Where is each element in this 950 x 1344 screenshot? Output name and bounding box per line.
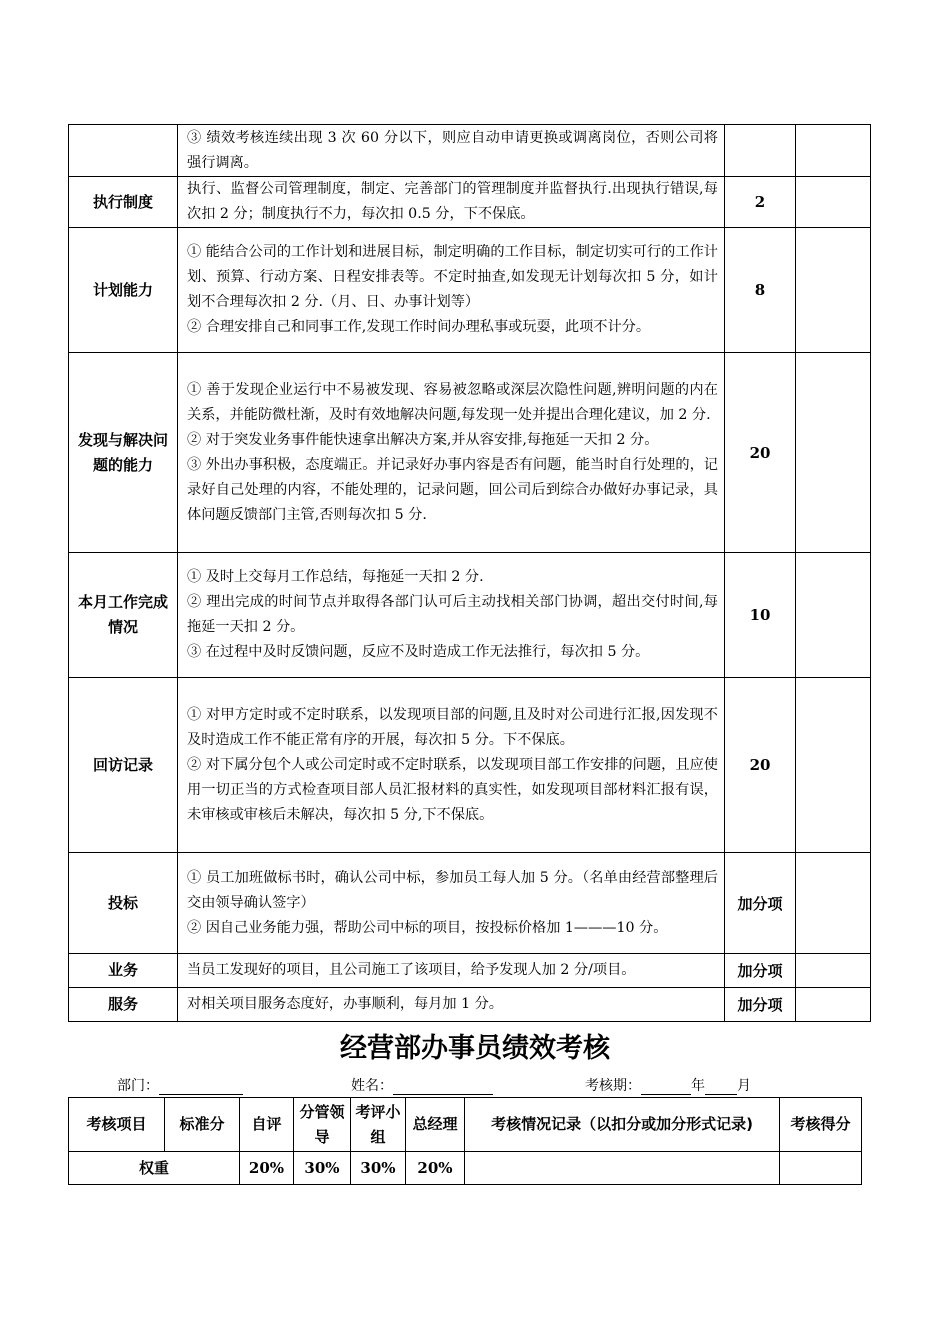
- criteria-category: 发现与解决问题的能力: [69, 353, 178, 553]
- header-standard: 标准分: [165, 1098, 240, 1152]
- criteria-description: [178, 853, 725, 954]
- header-item: 考核项目: [69, 1098, 165, 1152]
- score-summary-table: [68, 1097, 862, 1185]
- year-label: 年: [691, 1078, 705, 1094]
- weight-row: [69, 1152, 862, 1185]
- criteria-category: [69, 125, 178, 177]
- header-record: 考核情况记录（以扣分或加分形式记录): [465, 1098, 780, 1152]
- criteria-description: [178, 988, 725, 1022]
- criteria-line: ② 理出完成的时间节点并取得各部门认可后主动找相关部门协调，超出交付时间,每拖延一天扣 2 分。: [187, 594, 718, 635]
- criteria-row: [69, 353, 871, 553]
- criteria-line: ② 合理安排自己和同事工作,发现工作时间办理私事或玩耍，此项不计分。: [187, 319, 651, 335]
- criteria-result-cell[interactable]: [796, 553, 871, 678]
- criteria-category: 回访记录: [69, 678, 178, 853]
- criteria-line: ③ 绩效考核连续出现 3 次 60 分以下，则应自动申请更换或调离岗位，否则公司将强行调离。: [187, 129, 718, 171]
- month-blank[interactable]: [705, 1079, 737, 1095]
- criteria-line: ③ 在过程中及时反馈问题，反应不及时造成工作无法推行，每次扣 5 分。: [187, 644, 650, 660]
- criteria-category: 执行制度: [69, 177, 178, 228]
- criteria-score: 加分项: [725, 954, 796, 988]
- criteria-score: [725, 125, 796, 177]
- criteria-row: [69, 553, 871, 678]
- criteria-description: [178, 678, 725, 853]
- department-field: [117, 1075, 243, 1095]
- header-leader: 分管领导: [294, 1098, 351, 1152]
- name-blank[interactable]: [393, 1079, 493, 1095]
- criteria-line: ① 员工加班做标书时，确认公司中标，参加员工每人加 5 分。（名单由经营部整理后交由领导确认签字）: [187, 869, 718, 911]
- header-group: 考评小组: [351, 1098, 406, 1152]
- criteria-category: 计划能力: [69, 228, 178, 353]
- criteria-line: 对相关项目服务态度好，办事顺利，每月加 1 分。: [187, 996, 503, 1012]
- criteria-row: [69, 853, 871, 954]
- header-final: 考核得分: [780, 1098, 862, 1152]
- criteria-line: ② 因自己业务能力强，帮助公司中标的项目，按投标价格加 1———10 分。: [187, 919, 668, 936]
- header-manager: 总经理: [406, 1098, 465, 1152]
- criteria-score: 20: [725, 353, 796, 553]
- criteria-line: ① 善于发现企业运行中不易被发现、容易被忽略或深层次隐性问题,辨明问题的内在关系，并能防微杜渐，及时有效地解决问题,每发现一处并提出合理化建议，加 2 分.: [187, 381, 718, 423]
- criteria-line: ① 及时上交每月工作总结，每拖延一天扣 2 分.: [187, 569, 484, 585]
- year-blank[interactable]: [641, 1079, 691, 1095]
- criteria-row: [69, 125, 871, 177]
- page-title: 经营部办事员绩效考核: [340, 1033, 610, 1064]
- criteria-score: 8: [725, 228, 796, 353]
- criteria-category: 服务: [69, 988, 178, 1022]
- weight-final-cell[interactable]: [780, 1152, 862, 1185]
- criteria-category: 本月工作完成情况: [69, 553, 178, 678]
- criteria-score: 加分项: [725, 988, 796, 1022]
- criteria-result-cell[interactable]: [796, 853, 871, 954]
- criteria-score: 加分项: [725, 853, 796, 954]
- criteria-result-cell[interactable]: [796, 988, 871, 1022]
- criteria-category: 业务: [69, 954, 178, 988]
- criteria-line: 当员工发现好的项目，且公司施工了该项目，给予发现人加 2 分/项目。: [187, 962, 636, 978]
- criteria-score: 20: [725, 678, 796, 853]
- criteria-description: [178, 553, 725, 678]
- criteria-row: [69, 988, 871, 1022]
- criteria-result-cell[interactable]: [796, 678, 871, 853]
- criteria-description: [178, 125, 725, 177]
- criteria-result-cell[interactable]: [796, 228, 871, 353]
- criteria-score: 2: [725, 177, 796, 228]
- criteria-description: [178, 228, 725, 353]
- period-field: [585, 1075, 751, 1095]
- department-label: 部门：: [117, 1078, 159, 1094]
- criteria-row: [69, 954, 871, 988]
- criteria-line: ③ 外出办事积极，态度端正。并记录好办事内容是否有问题，能当时自行处理的，记录好自己处理的内容，不能处理的，记录问题，回公司后到综合办做好办事记录，具体问题反馈部门主管,否则每次扣 5 分.: [187, 456, 718, 523]
- month-label: 月: [737, 1078, 751, 1094]
- weight-record-cell[interactable]: [465, 1152, 780, 1185]
- weight-leader: 30%: [294, 1152, 351, 1185]
- department-blank[interactable]: [159, 1079, 243, 1095]
- criteria-category: 投标: [69, 853, 178, 954]
- criteria-line: 执行、监督公司管理制度，制定、完善部门的管理制度并监督执行.出现执行错误,每次扣 2 分；制度执行不力，每次扣 0.5 分，下不保底。: [187, 181, 718, 222]
- criteria-line: ① 能结合公司的工作计划和进展目标，制定明确的工作目标，制定切实可行的工作计划、预算、行动方案、日程安排表等。不定时抽查,如发现无计划每次扣 5 分，如计划不合理每次扣 2 分.（月、日、办事计划等）: [187, 244, 718, 310]
- header-row: [69, 1098, 862, 1152]
- header-self: 自评: [240, 1098, 294, 1152]
- criteria-result-cell[interactable]: [796, 353, 871, 553]
- weight-manager: 20%: [406, 1152, 465, 1185]
- weight-group: 30%: [351, 1152, 406, 1185]
- name-label: 姓名：: [351, 1078, 393, 1094]
- criteria-description: [178, 954, 725, 988]
- criteria-line: ② 对于突发业务事件能快速拿出解决方案,并从容安排,每拖延一天扣 2 分。: [187, 431, 659, 448]
- criteria-line: ② 对下属分包个人或公司定时或不定时联系，以发现项目部工作安排的问题，且应使用一切正当的方式检查项目部人员汇报材料的真实性，如发现项目部材料汇报有误，未审核或审核后未解决，每次扣 5 分,下不保底。: [187, 756, 718, 823]
- weight-self: 20%: [240, 1152, 294, 1185]
- criteria-line: ① 对甲方定时或不定时联系，以发现项目部的问题,且及时对公司进行汇报,因发现不及时造成工作不能正常有序的开展，每次扣 5 分。下不保底。: [187, 706, 718, 748]
- criteria-description: [178, 177, 725, 228]
- period-label: 考核期：: [585, 1078, 641, 1094]
- criteria-result-cell[interactable]: [796, 954, 871, 988]
- criteria-result-cell[interactable]: [796, 177, 871, 228]
- criteria-row: [69, 228, 871, 353]
- criteria-score: 10: [725, 553, 796, 678]
- name-field: [351, 1075, 493, 1095]
- criteria-result-cell[interactable]: [796, 125, 871, 177]
- criteria-description: [178, 353, 725, 553]
- criteria-row: [69, 177, 871, 228]
- performance-criteria-table: [68, 124, 871, 1022]
- criteria-row: [69, 678, 871, 853]
- weight-label: 权重: [69, 1152, 240, 1185]
